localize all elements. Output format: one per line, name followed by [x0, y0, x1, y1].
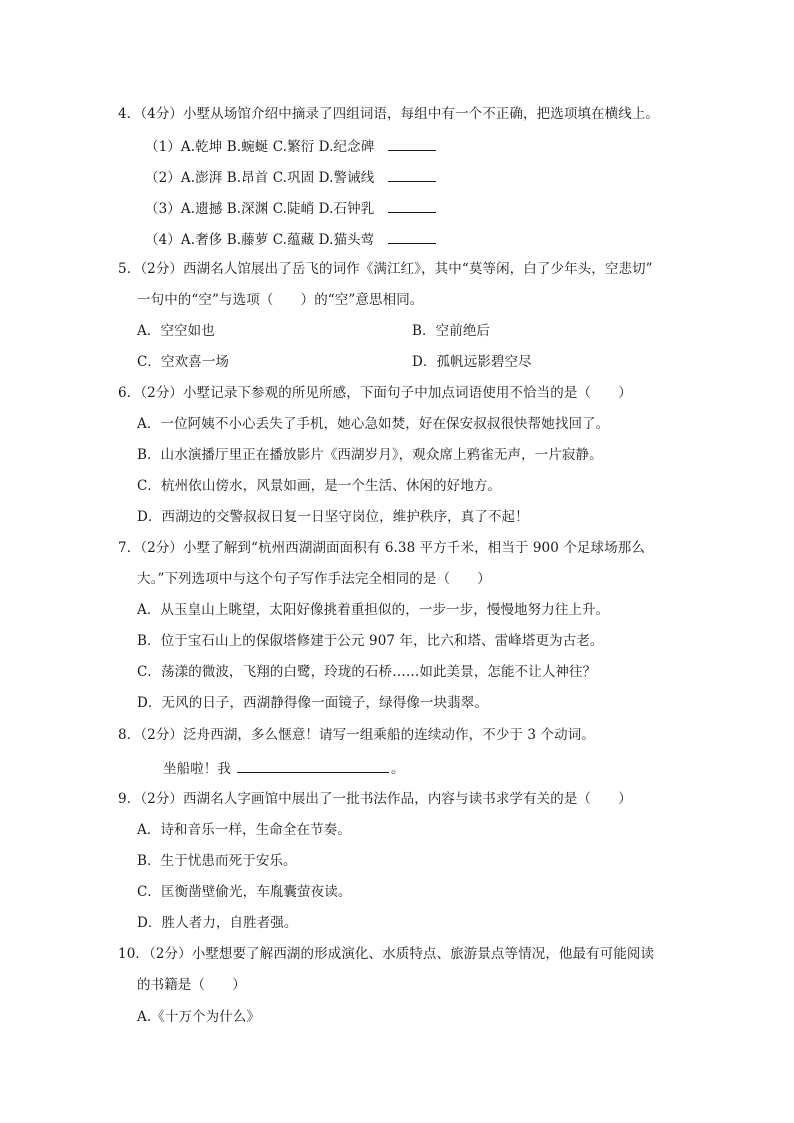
question-6-stem: 6．（2分）小墅记录下参观的所见所感，下面句子中加点词语使用不恰当的是（ ） [118, 385, 632, 401]
answer-blank[interactable] [388, 198, 436, 213]
question-9-option-b: B．生于忧患而死于安乐。 [137, 853, 297, 869]
question-7-stem-line-2: 大。”下列选项中与这个句子写作手法完全相同的是（ ） [137, 571, 491, 587]
question-8-answer-line [163, 758, 405, 778]
question-9-option-d: D．胜人者力，自胜者强。 [137, 915, 298, 931]
question-5-option-c: C．空欢喜一场 [137, 354, 230, 370]
question-4-group-1 [145, 136, 436, 156]
group-text: （2）A.澎湃 B.昂首 C.巩固 D.警诫线 [145, 170, 375, 186]
question-4-group-2 [145, 167, 436, 187]
answer-prefix: 坐船啦！我 [163, 761, 231, 777]
answer-blank[interactable] [388, 167, 436, 182]
question-10-stem-line-2: 的书籍是（ ） [137, 977, 246, 993]
group-text: （4）A.奢侈 B.藤萝 C.蕴藏 D.猫头莺 [145, 232, 375, 248]
answer-suffix: 。 [391, 761, 405, 777]
answer-blank[interactable] [388, 229, 436, 244]
question-5-stem-line-1: 5．（2分）西湖名人馆展出了岳飞的词作《满江红》，其中“莫等闲，白了少年头，空悲切” [118, 261, 653, 277]
question-10-option-a: A.《十万个为什么》 [137, 1009, 261, 1025]
question-10-stem-line-1: 10．（2分）小墅想要了解西湖的形成演化、水质特点、旅游景点等情况，他最有可能阅读 [118, 946, 655, 962]
question-5-option-d: D．孤帆远影碧空尽 [412, 354, 532, 370]
question-5-option-a: A．空空如也 [137, 323, 215, 339]
question-9-option-a: A．诗和音乐一样，生命全在节奏。 [137, 822, 351, 838]
question-5-stem-line-2: 一句中的“空”与选项（ ）的“空”意思相同。 [137, 292, 424, 308]
answer-blank[interactable] [237, 758, 389, 773]
group-text: （1）A.乾坤 B.蜿蜒 C.繁衍 D.纪念碑 [145, 139, 375, 155]
question-9-option-c: C．匡衡凿壁偷光，车胤囊萤夜读。 [137, 884, 352, 900]
question-6-option-a: A．一位阿姨不小心丢失了手机，她心急如焚，好在保安叔叔很快帮她找回了。 [137, 416, 610, 432]
question-7-option-b: B．位于宝石山上的保俶塔修建于公元 907 年，比六和塔、雷峰塔更为古老。 [137, 633, 604, 649]
group-text: （3）A.遗撼 B.深渊 C.陡峭 D.石钟乳 [145, 201, 375, 217]
question-7-option-a: A．从玉皇山上眺望，太阳好像挑着重担似的，一步一步，慢慢地努力往上升。 [137, 602, 610, 618]
question-6-option-d: D．西湖边的交警叔叔日复一日坚守岗位，维护秩序，真了不起！ [137, 509, 529, 525]
question-8-stem: 8．（2分）泛舟西湖，多么惬意！请写一组乘船的连续动作，不少于 3 个动词。 [118, 727, 595, 743]
question-7-option-c: C．荡漾的微波，飞翔的白鹭，玲珑的石桥……如此美景，怎能不让人神往？ [137, 664, 597, 680]
question-9-stem: 9．（2分）西湖名人字画馆中展出了一批书法作品，内容与读书求学有关的是（ ） [118, 791, 632, 807]
question-4-stem: 4．（4分）小墅从场馆介绍中摘录了四组词语，每组中有一个不正确，把选项填在横线上。 [118, 106, 660, 122]
question-4-group-4 [145, 229, 436, 249]
question-7-option-d: D．无风的日子，西湖静得像一面镜子，绿得像一块翡翠。 [137, 695, 488, 711]
question-5-option-b: B．空前绝后 [412, 323, 491, 339]
question-7-stem-line-1: 7．（2分）小墅了解到“杭州西湖湖面面积有 6.38 平方千米，相当于 900 个足球场那么 [118, 540, 645, 556]
question-6-option-b: B．山水演播厅里正在播放影片《西湖岁月》，观众席上鸦雀无声，一片寂静。 [137, 447, 603, 463]
answer-blank[interactable] [388, 136, 436, 151]
question-6-option-c: C．杭州依山傍水，风景如画，是一个生活、休闲的好地方。 [137, 478, 502, 494]
question-4-group-3 [145, 198, 436, 218]
